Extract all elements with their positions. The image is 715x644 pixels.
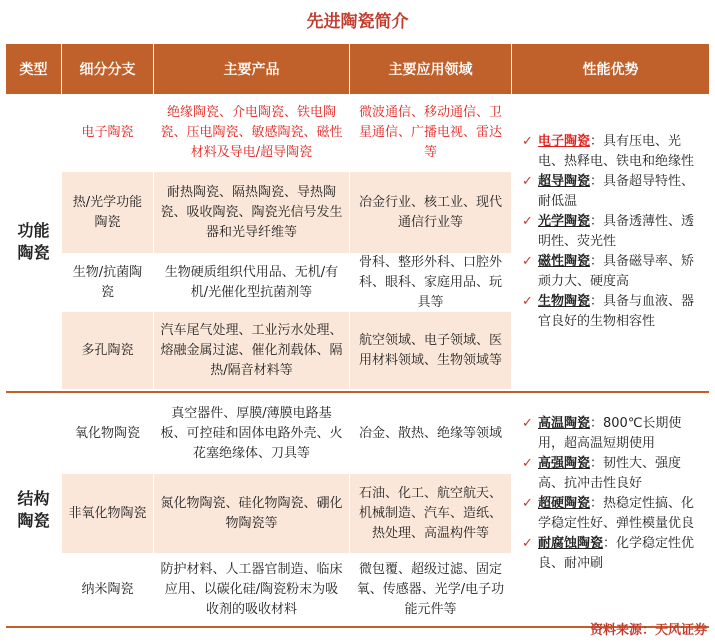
advantage-item — [522, 414, 703, 454]
header-advantages: 性能优势 — [512, 44, 709, 94]
products-cell: 汽车尾气处理、工业污水处理、熔融金属过滤、催化剂载体、隔热/隔音材料等 — [154, 312, 350, 390]
advantage-item — [522, 252, 703, 292]
checkmark-icon: ✓ — [522, 294, 533, 309]
branch-cell: 非氧化物陶瓷 — [62, 474, 154, 554]
header-branch: 细分分支 — [62, 44, 154, 94]
advantage-name: 电子陶瓷 — [538, 134, 591, 149]
checkmark-icon: ✓ — [522, 416, 533, 431]
advantage-item — [522, 534, 703, 574]
applications-cell: 冶金、散热、绝缘等领域 — [350, 394, 512, 474]
advantage-text: ：化学稳定性优良、耐冲刷 — [538, 536, 695, 571]
checkmark-icon: ✓ — [522, 456, 533, 471]
advantage-name: 耐腐蚀陶瓷 — [538, 536, 604, 551]
branch-cell: 多孔陶瓷 — [62, 312, 154, 390]
advantage-text: ：具备磁导率、矫顽力大、硬度高 — [538, 254, 695, 289]
applications-cell: 石油、化工、航空航天、机械制造、汽车、造纸、热处理、高温构件等 — [350, 474, 512, 554]
checkmark-icon: ✓ — [522, 134, 533, 149]
group-type-functional: 功能 陶瓷 — [6, 94, 62, 390]
advantage-item — [522, 172, 703, 212]
group-type-structural: 结构 陶瓷 — [6, 394, 62, 626]
header-products: 主要产品 — [154, 44, 350, 94]
applications-cell: 微波通信、移动通信、卫星通信、广播电视、雷达等 — [350, 94, 512, 172]
checkmark-icon: ✓ — [522, 254, 533, 269]
advantages-structural — [512, 414, 709, 574]
checkmark-icon: ✓ — [522, 536, 533, 551]
advantage-item — [522, 292, 703, 332]
products-cell: 耐热陶瓷、隔热陶瓷、导热陶瓷、吸收陶瓷、陶瓷光信号发生器和光导纤维等 — [154, 172, 350, 254]
advantage-name: 高强陶瓷 — [538, 456, 591, 471]
source-note: 资料来源：天风证券 — [589, 623, 707, 638]
advantage-name: 超导陶瓷 — [538, 174, 591, 189]
group-divider — [6, 391, 709, 393]
advantage-item — [522, 454, 703, 494]
applications-cell: 微包覆、超级过滤、固定氧、传感器、光学/电子功能元件等 — [350, 554, 512, 626]
checkmark-icon: ✓ — [522, 174, 533, 189]
branch-cell: 电子陶瓷 — [62, 94, 154, 172]
advantage-text: ：具备与血液、器官良好的生物相容性 — [538, 294, 695, 329]
advantage-text: ：具备超导特性、耐低温 — [538, 174, 695, 209]
branch-cell: 热/光学功能陶瓷 — [62, 172, 154, 254]
header-type: 类型 — [6, 44, 62, 94]
advantage-text: ：热稳定性搞、化学稳定性好、弹性模量优良 — [538, 496, 695, 531]
checkmark-icon: ✓ — [522, 214, 533, 229]
applications-cell: 冶金行业、核工业、现代通信行业等 — [350, 172, 512, 254]
page-title: 先进陶瓷简介 — [306, 12, 409, 32]
branch-cell: 纳米陶瓷 — [62, 554, 154, 626]
products-cell: 绝缘陶瓷、介电陶瓷、铁电陶瓷、压电陶瓷、敏感陶瓷、磁性材料及导电/超导陶瓷 — [154, 94, 350, 172]
advantages-functional — [512, 132, 709, 332]
products-cell: 氮化物陶瓷、硅化物陶瓷、硼化物陶瓷等 — [154, 474, 350, 554]
applications-cell: 航空领域、电子领域、医用材料领域、生物领域等 — [350, 312, 512, 390]
advantage-text: ：韧性大、强度高、抗冲击性良好 — [538, 456, 682, 491]
advantage-text: ：具备透薄性、透明性、荧光性 — [538, 214, 695, 249]
advantage-item — [522, 212, 703, 252]
advantage-name: 超硬陶瓷 — [538, 496, 591, 511]
products-cell: 真空器件、厚膜/薄膜电路基板、可控硅和固体电路外壳、火花塞绝缘体、刀具等 — [154, 394, 350, 474]
products-cell: 防护材料、人工器官制造、临床应用、以碳化硅/陶瓷粉末为吸收剂的吸收材料 — [154, 554, 350, 626]
checkmark-icon: ✓ — [522, 496, 533, 511]
advantage-item — [522, 132, 703, 172]
branch-cell: 生物/抗菌陶瓷 — [62, 254, 154, 312]
advantage-item — [522, 494, 703, 534]
applications-cell: 骨科、整形外科、口腔外科、眼科、家庭用品、玩具等 — [350, 254, 512, 312]
branch-cell: 氧化物陶瓷 — [62, 394, 154, 474]
advantage-text: ：800℃长期使用，超高温短期使用 — [538, 416, 682, 451]
advantage-name: 生物陶瓷 — [538, 294, 591, 309]
products-cell: 生物硬质组织代用品、无机/有机/光催化型抗菌剂等 — [154, 254, 350, 312]
advantage-name: 高温陶瓷 — [538, 416, 591, 431]
advantage-text: ：具有压电、光电、热释电、铁电和绝缘性 — [538, 134, 695, 169]
advantage-name: 磁性陶瓷 — [538, 254, 591, 269]
header-applications: 主要应用领域 — [350, 44, 512, 94]
advantage-name: 光学陶瓷 — [538, 214, 591, 229]
